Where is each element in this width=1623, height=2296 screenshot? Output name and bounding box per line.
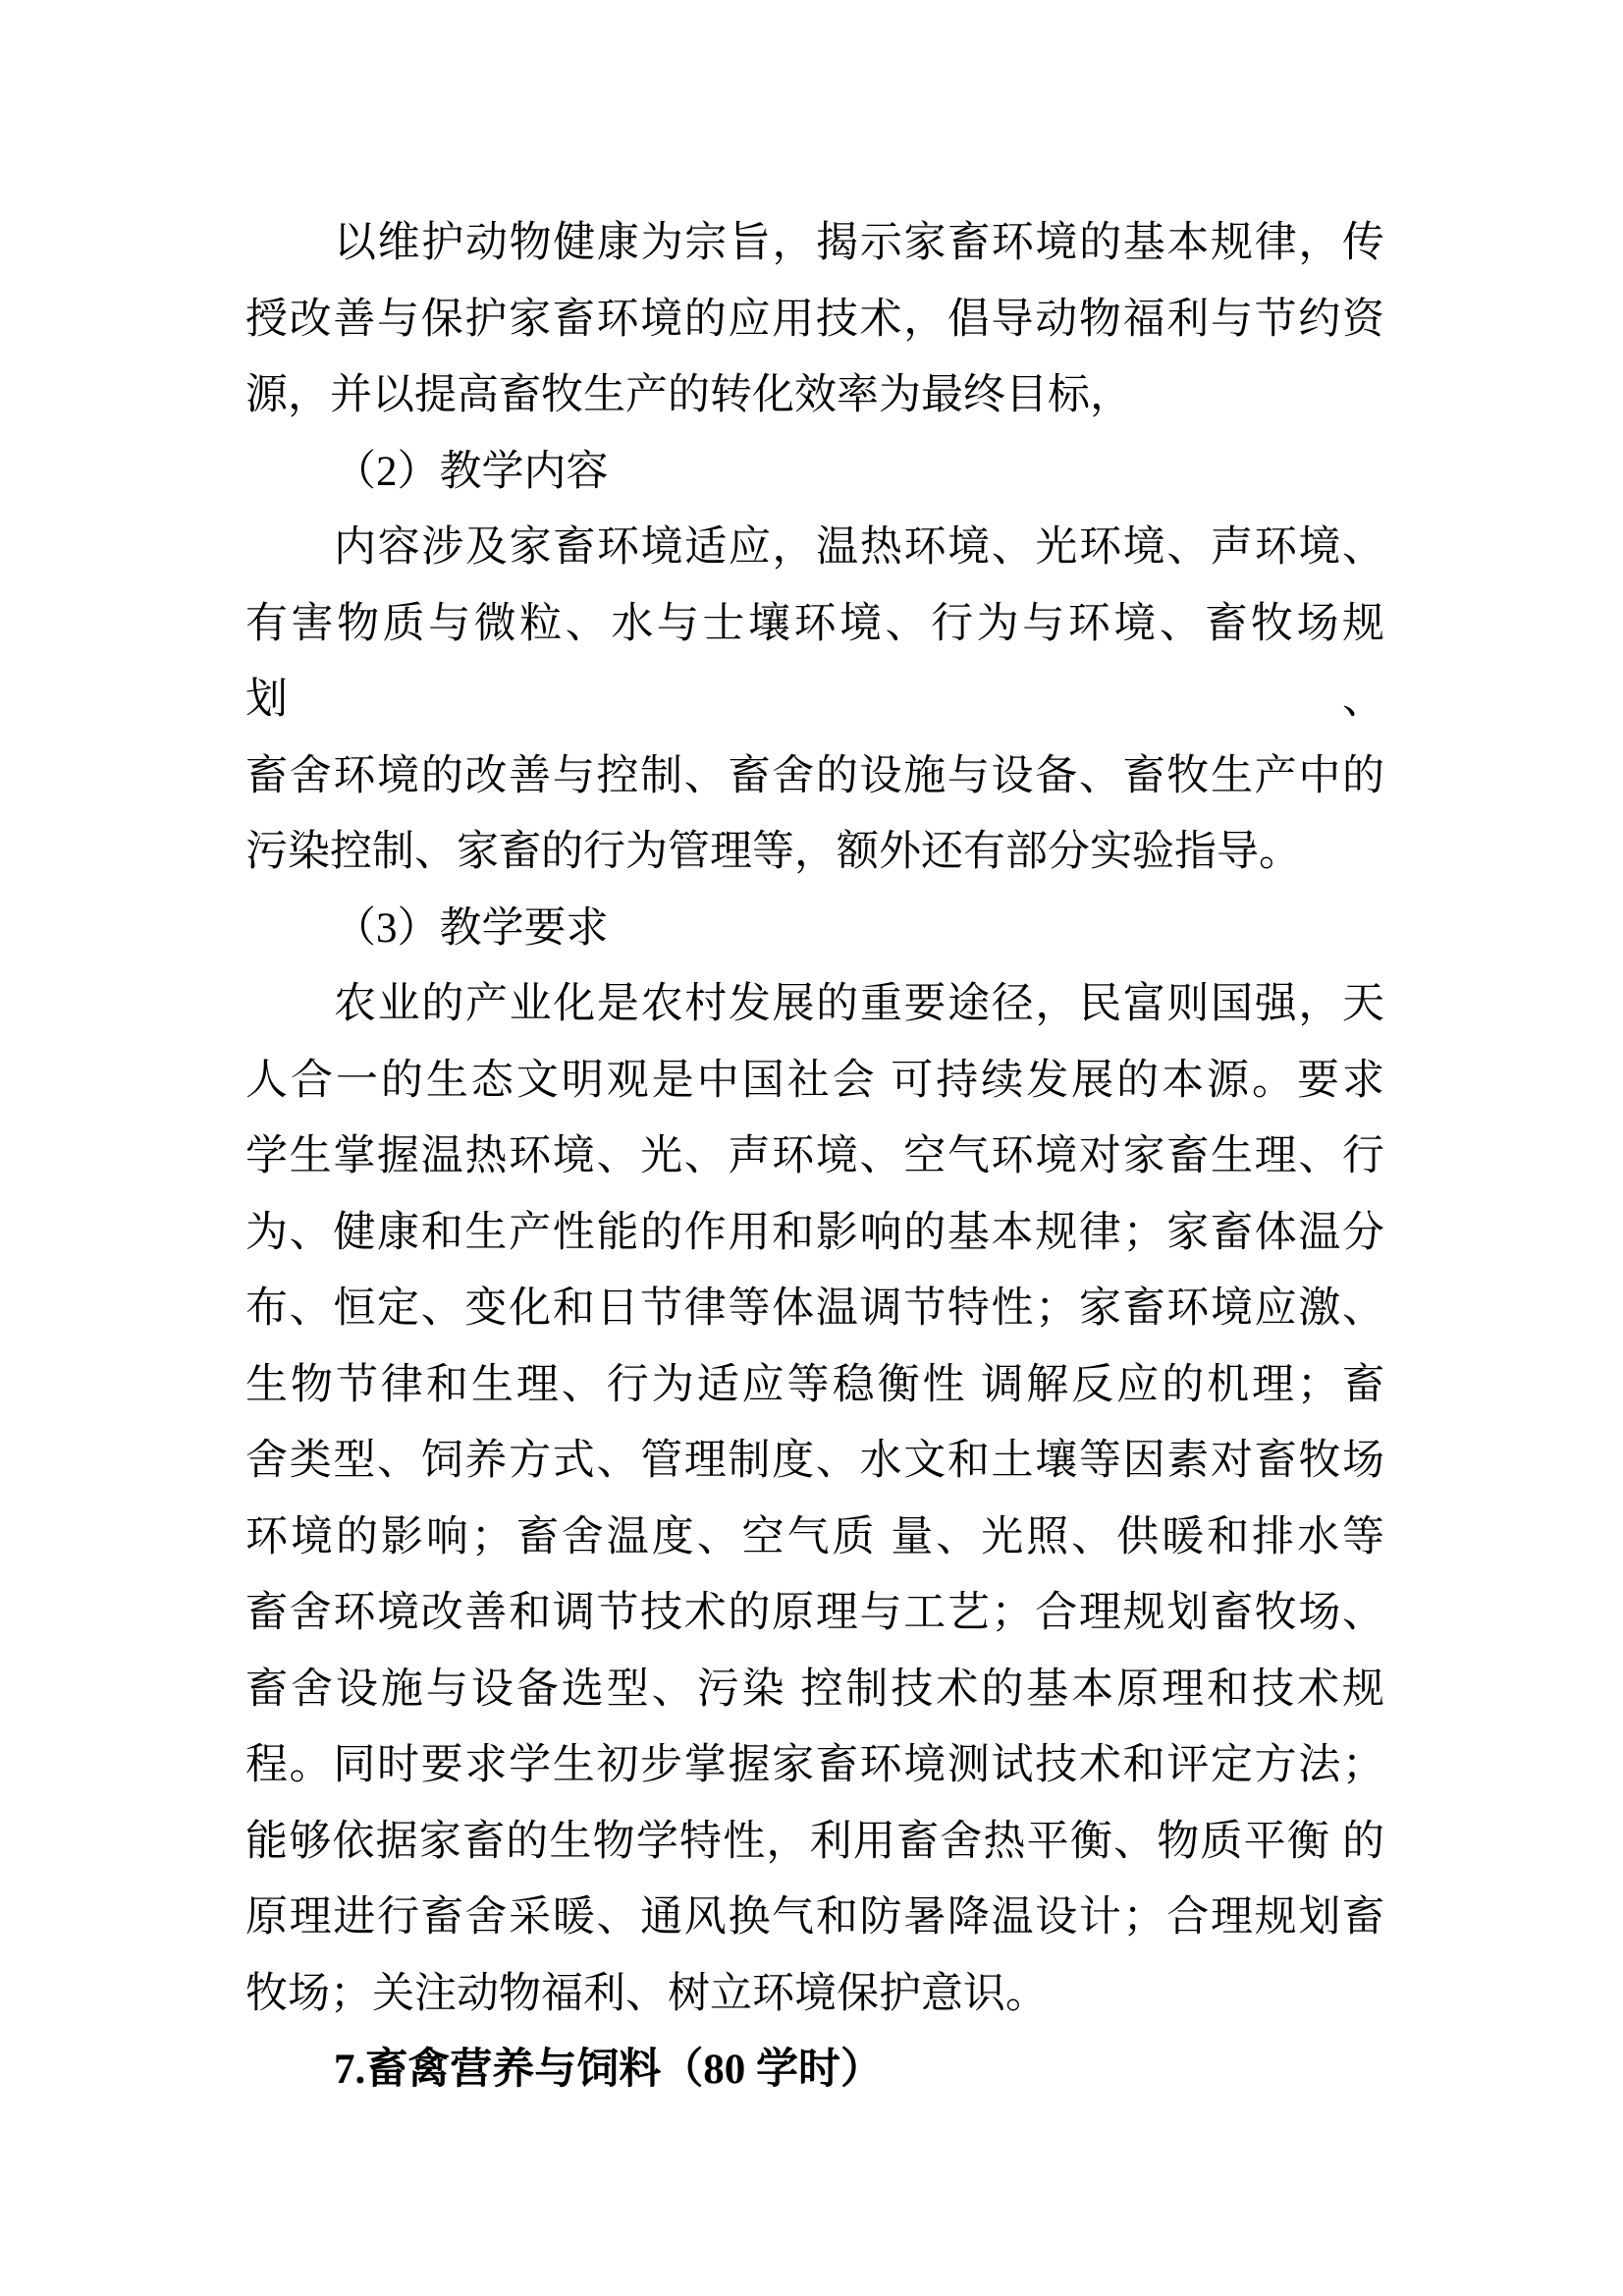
text-column [245, 205, 1384, 2108]
heading-teaching-content [245, 434, 1384, 511]
text-line: 畜舍设施与设备选型、污染 控制技术的基本原理和技术规 [245, 1666, 1384, 1713]
text-line: 生物节律和生理、行为适应等稳衡性 调解反应的机理；畜 [245, 1361, 1384, 1408]
text-line: 7.畜禽营养与饲料（80 学时） [334, 2047, 883, 2093]
text-line: 有害物质与微粒、水与士壤环境、行为与环境、畜牧场规划、 [245, 600, 1384, 723]
text-line: 农业的产业化是农村发展的重要途径，民富则国强，天 [334, 981, 1384, 1027]
text-line: 牧场；关注动物福利、树立环境保护意识。 [245, 1970, 1048, 2017]
text-line: 环境的影响；畜舍温度、空气质 量、光照、供暖和排水等 [245, 1513, 1384, 1560]
text-line: 人合一的生态文明观是中国社会 可持续发展的本源。要求 [245, 1057, 1384, 1104]
text-line: 为、健康和生产性能的作用和影响的基本规律；家畜体温分 [245, 1209, 1384, 1256]
text-line: （2）教学内容 [334, 448, 609, 495]
text-line: 授改善与保护家畜环境的应用技术，倡导动物福利与节约资 [245, 296, 1384, 343]
paragraph-teaching-content [245, 510, 1384, 891]
paragraph-teaching-requirements [245, 966, 1384, 2032]
text-line: 舍类型、饲养方式、管理制度、水文和土壤等因素对畜牧场 [245, 1438, 1384, 1484]
text-line: 以维护动物健康为宗旨，揭示家畜环境的基本规律，传 [334, 220, 1384, 266]
text-line: 能够依据家畜的生物学特性，利用畜舍热平衡、物质平衡 的 [245, 1818, 1384, 1865]
text-line: （3）教学要求 [334, 904, 609, 952]
text-line: 内容涉及家畜环境适应，温热环境、光环境、声环境、 [334, 524, 1384, 571]
text-line: 污染控制、家畜的行为管理等，额外还有部分实验指导。 [245, 829, 1301, 875]
paragraph-course-aim [245, 205, 1384, 434]
text-line: 原理进行畜舍采暖、通风换气和防暑降温设计；合理规划畜 [245, 1894, 1384, 1941]
heading-course-7-nutrition-feed [245, 2032, 1384, 2108]
text-line: 畜舍环境改善和调节技术的原理与工艺；合理规划畜牧场、 [245, 1590, 1384, 1636]
text-line: 畜舍环境的改善与控制、畜舍的设施与设备、畜牧生产中的 [245, 752, 1384, 799]
text-line: 布、恒定、变化和日节律等体温调节特性；家畜环境应激、 [245, 1285, 1384, 1332]
text-line: 学生掌握温热环境、光、声环境、空气环境对家畜生理、行 [245, 1133, 1384, 1179]
heading-teaching-requirements [245, 891, 1384, 967]
text-line: 源，并以提高畜牧生产的转化效率为最终目标， [245, 372, 1132, 418]
text-line: 程。同时要求学生初步掌握家畜环境测试技术和评定方法； [245, 1742, 1384, 1788]
